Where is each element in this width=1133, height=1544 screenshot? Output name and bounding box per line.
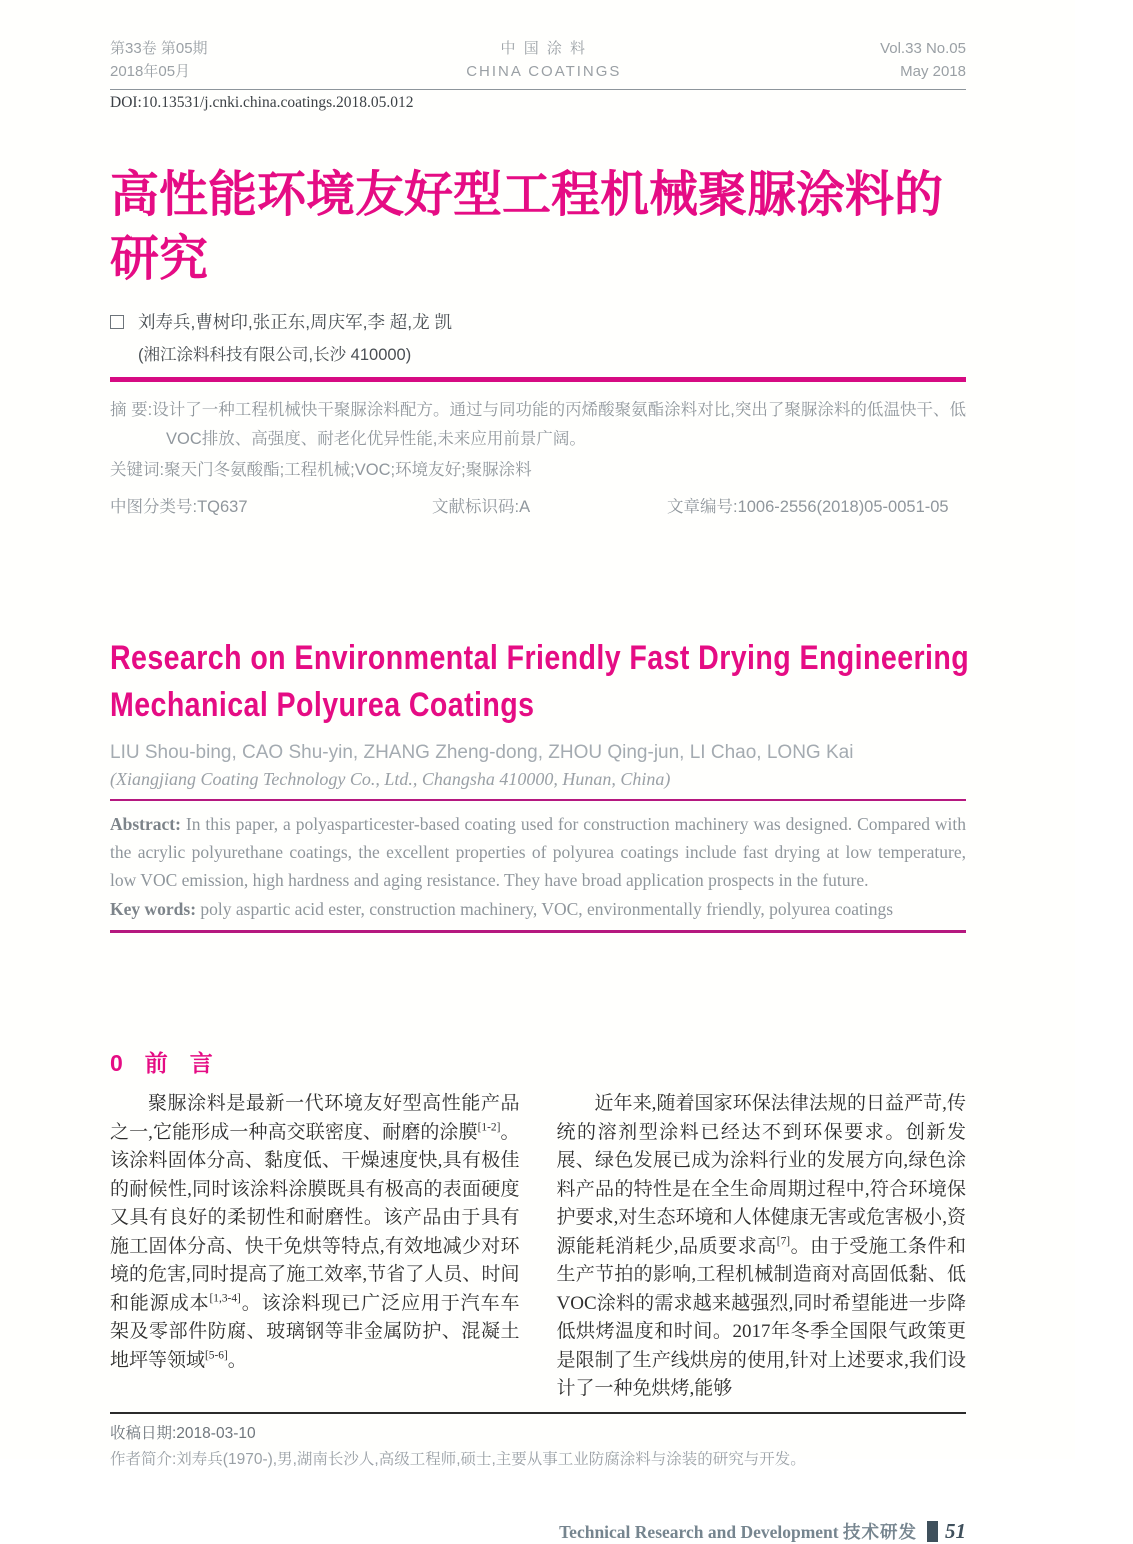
title-en-line2: Mechanical Polyurea Coatings [110, 686, 535, 725]
body-column-right [557, 1090, 967, 1404]
document-code: 文献标识码:A [432, 498, 531, 517]
authors-cn-row [110, 309, 966, 334]
section-title: 前言 [144, 1050, 235, 1077]
author-bio: 作者简介:刘寿兵(1970-),男,湖南长沙人,高级工程师,硕士,主要从事工业防腐涂料与涂装的研究与开发。 [110, 1450, 806, 1468]
paragraph-intro-left: 聚脲涂料是最新一代环境友好型高性能产品之一,它能形成一种高交联密度、耐磨的涂膜[1-2]。该涂料固体分高、黏度低、干燥速度快,具有极佳的耐候性,同时该涂料涂膜既具有极高的表面硬度又具有良好的柔韧性和耐磨性。该产品由于具有施工固体分高、快干免烘等特点,有效地减少对环境的危害,同时提高了施工效率,节省了人员、时间和能源成本[1,3-4]。该涂料现已广泛应用于汽车车架及零部件防腐、玻璃钢等非金属防护、混凝土地坪等领域[5-6]。 [110, 1093, 520, 1371]
abstract-label-cn: 摘 要: [110, 401, 153, 420]
date-cn: 2018年05月 [110, 62, 191, 80]
journal-name [466, 38, 621, 83]
volume-issue-cn: 第33卷 第05期 [110, 40, 208, 57]
header-volume-issue-en [880, 38, 966, 83]
affiliation-en: (Xiangjiang Coating Technology Co., Ltd., Changsha 410000, Hunan, China) [110, 769, 671, 790]
keywords-cn [110, 457, 966, 484]
journal-header [110, 38, 966, 90]
keywords-text-en: poly aspartic acid ester, construction machinery, VOC, environmentally friendly, polyurea coatings [196, 899, 894, 920]
paragraph-intro-right: 近年来,随着国家环保法律法规的日益严苛,传统的溶剂型涂料已经达不到环保要求。创新发展、绿色发展已成为涂料行业的发展方向,绿色涂料产品的特性是在全生命周期过程中,符合环境保护要求,对生态环境和人体健康无害或危害极小,资源能耗消耗少,品质要求高[7]。由于受施工条件和生产节拍的影响,工程机械制造商对高固低黏、低VOC涂料的需求越来越强烈,同时希望能进一步降低烘烤温度和时间。2017年冬季全国限气政策更是限制了生产线烘房的使用,针对上述要求,我们设计了一种免烘烤,能够 [556, 1093, 966, 1400]
affiliation-cn: (湘江涂料科技有限公司,长沙 410000) [138, 346, 412, 365]
page-number-bar-icon [927, 1521, 938, 1542]
footer-section-en: Technical Research and Development [559, 1521, 843, 1542]
journal-name-en: CHINA COATINGS [466, 62, 622, 80]
journal-name-cn: 中 国 涂 料 [500, 40, 588, 57]
classification-row [110, 493, 966, 517]
footnote-divider [110, 1412, 966, 1414]
doi: DOI:10.13531/j.cnki.china.coatings.2018.05.012 [110, 94, 414, 111]
abstract-text-cn: 设计了一种工程机械快干聚脲涂料配方。通过与同功能的丙烯酸聚氨酯涂料对比,突出了聚脲涂料的低温快干、低VOC排放、高强度、耐老化优异性能,未来应用前景广阔。 [152, 401, 966, 449]
footnote [110, 1421, 966, 1473]
section-heading-introduction [110, 1045, 966, 1078]
authors-cn: 刘寿兵,曹树印,张正东,周庆军,李 超,龙 凯 [138, 312, 453, 333]
header-volume-issue [110, 38, 208, 83]
authors-en: LIU Shou-bing, CAO Shu-yin, ZHANG Zheng-dong, ZHOU Qing-jun, LI Chao, LONG Kai [110, 742, 854, 764]
section-number: 0 [110, 1050, 123, 1077]
author-square-icon [110, 315, 124, 329]
footer-section-cn: 技术研发 [843, 1521, 917, 1542]
body-columns [110, 1090, 966, 1404]
page-title-cn: 高性能环境友好型工程机械聚脲涂料的研究 [110, 168, 944, 286]
received-date: 收稿日期:2018-03-10 [110, 1424, 256, 1442]
clc-number: 中图分类号:TQ637 [110, 498, 248, 517]
title-en-line1: Research on Environmental Friendly Fast Drying Engineering [110, 639, 970, 678]
article-id: 文章编号:1006-2556(2018)05-0051-05 [667, 498, 949, 517]
keywords-en [110, 896, 966, 922]
abstract-text-en: In this paper, a polyasparticester-based coating used for construction machinery was designed. Compared with the acrylic polyurethane coatings, the excellent properties of polyurea coatings include fast drying at low temperature, low VOC emission, high hardness and aging resistance. They have broad application prospects in the future. [110, 814, 966, 891]
body-column-left [110, 1090, 520, 1404]
page-number: 51 [945, 1518, 966, 1543]
abstract-en [110, 810, 966, 894]
abstract-label-en: Abstract: [110, 814, 181, 835]
rule-magenta-thick [110, 377, 966, 382]
keywords-label-cn: 关键词: [110, 461, 165, 480]
rule-magenta-thin-bottom [110, 930, 966, 933]
abstract-cn [110, 396, 966, 454]
volume-issue-en: Vol.33 No.05 [880, 40, 966, 57]
page-title-en [110, 635, 970, 729]
keywords-label-en: Key words: [110, 899, 197, 920]
rule-magenta-thin-top [110, 799, 966, 801]
page-footer [110, 1519, 966, 1544]
keywords-text-cn: 聚天门冬氨酸酯;工程机械;VOC;环境友好;聚脲涂料 [164, 461, 532, 480]
date-en: May 2018 [900, 62, 966, 80]
